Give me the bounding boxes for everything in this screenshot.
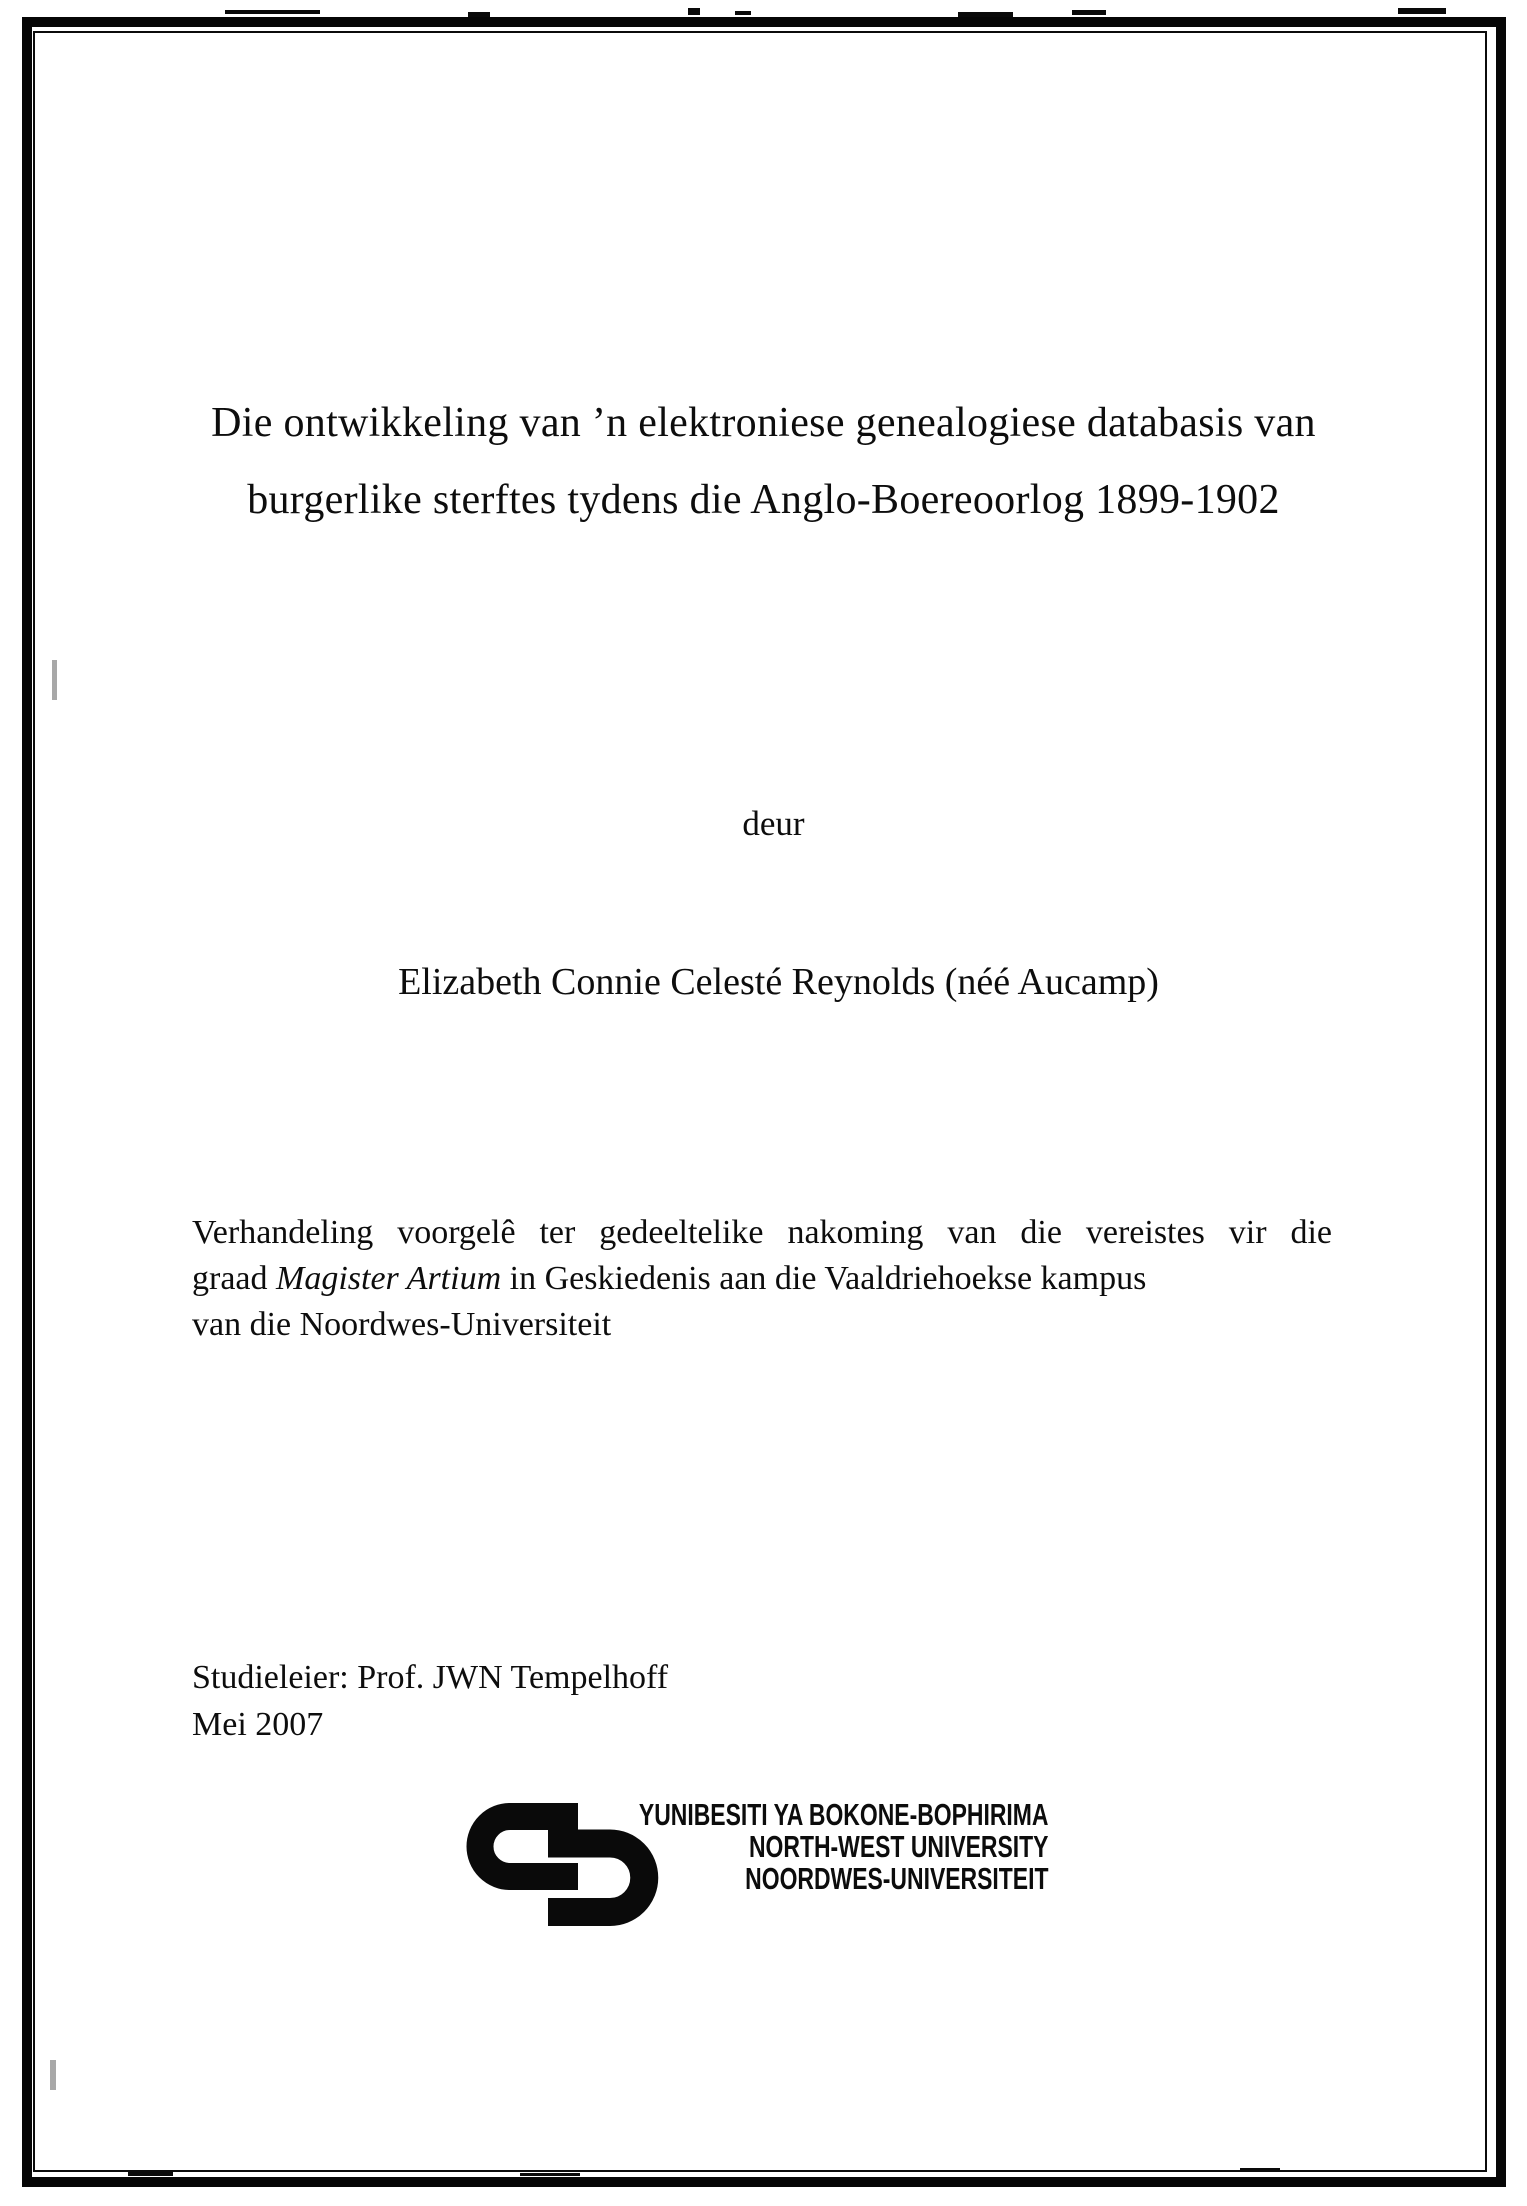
scan-artifact	[1240, 2168, 1280, 2171]
scan-artifact	[520, 2173, 580, 2176]
university-logo-icon	[465, 1803, 661, 1927]
author-name: Elizabeth Connie Celesté Reynolds (néé Aucamp)	[398, 961, 1159, 1003]
scan-artifact	[1072, 10, 1106, 15]
supervisor-block	[192, 1654, 668, 1748]
degree-statement-line-2-pre: graad	[192, 1260, 277, 1297]
logo-wordmark-line-3: NOORDWES-UNIVERSITEIT	[744, 1861, 1048, 1896]
university-logo-wordmark	[638, 1799, 1048, 1895]
byline-label: deur	[742, 804, 805, 843]
degree-name: Magister Artium	[276, 1260, 502, 1297]
scan-artifact	[958, 12, 1013, 17]
logo-wordmark-line-1: YUNIBESITI YA BOKONE-BOPHIRIMA	[638, 1797, 1048, 1832]
thesis-title-line-2: burgerlike sterftes tydens die Anglo-Boereoorlog 1899-1902	[247, 477, 1280, 523]
logo-wordmark-line-2: NORTH-WEST UNIVERSITY	[748, 1829, 1048, 1864]
thesis-title-line-1: Die ontwikkeling van ’n elektroniese genealogiese databasis van	[211, 400, 1316, 446]
supervisor-line: Studieleier: Prof. JWN Tempelhoff	[192, 1659, 669, 1696]
scan-artifact	[52, 660, 57, 700]
scan-artifact	[688, 8, 700, 15]
degree-statement-line-2-post: in Geskiedenis aan die Vaaldriehoekse kampus	[501, 1260, 1147, 1297]
scan-artifact	[468, 12, 490, 17]
date-line: Mei 2007	[192, 1706, 324, 1743]
scan-artifact	[128, 2172, 173, 2176]
scan-artifact	[735, 11, 751, 15]
degree-statement-line-3: van die Noordwes-Universiteit	[192, 1306, 612, 1343]
scan-artifact	[50, 2060, 56, 2090]
thesis-title	[60, 385, 1467, 539]
degree-statement	[192, 1210, 1332, 1348]
degree-statement-line-2	[192, 1256, 1332, 1302]
scan-artifact	[1398, 8, 1446, 14]
degree-statement-line-1: Verhandeling voorgelê ter gedeeltelike nakoming van die vereistes vir die	[192, 1214, 1332, 1251]
scan-artifact	[225, 10, 320, 14]
